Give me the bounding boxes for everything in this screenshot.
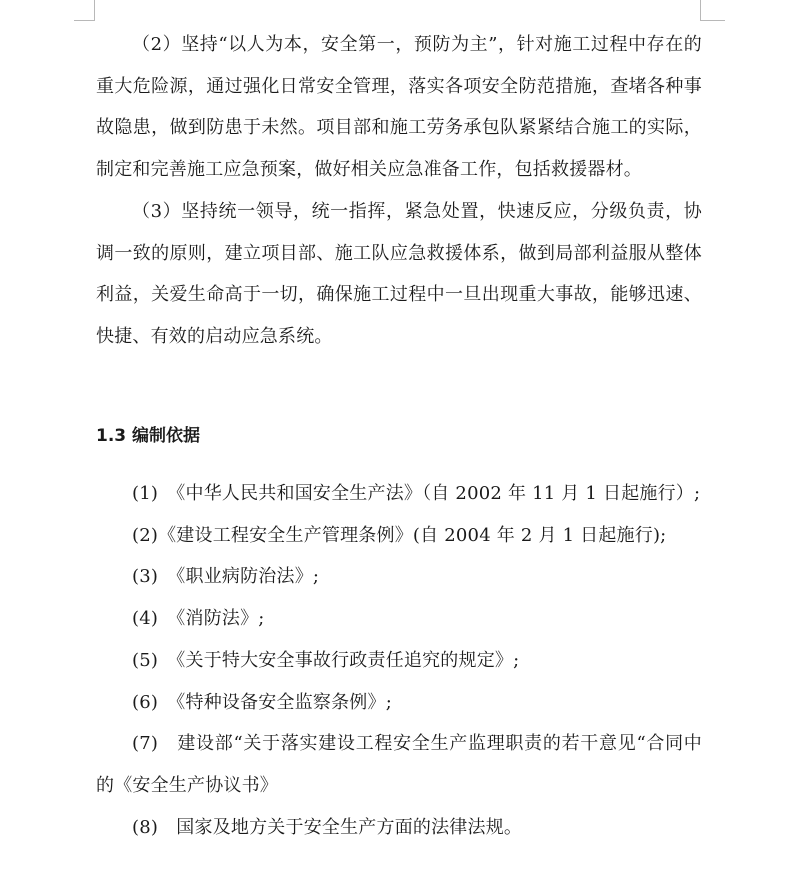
list-item: (4) 《消防法》; <box>132 608 265 630</box>
section-heading: 1.3 编制依据 <box>96 426 201 446</box>
list-item: (7) 建设部“关于落实建设工程安全生产监理职责的若干意见“合同中的《安全生产协议书》 <box>96 733 702 796</box>
list-item: (5) 《关于特大安全事故行政责任追究的规定》; <box>132 649 520 671</box>
list-item: (3) 《职业病防治法》; <box>132 566 320 588</box>
crop-mark-top-left <box>74 0 95 21</box>
list-item: (6) 《特种设备安全监察条例》; <box>132 691 392 713</box>
paragraph-principle-3: （3）坚持统一领导，统一指挥，紧急处置，快速反应，分级负责，协调一致的原则，建立项目部、施工队应急救援体系，做到局部利益服从整体利益，关爱生命高于一切，确保施工过程中一旦出现重大事故，能够迅速、快捷、有效的启动应急系统。 <box>96 200 702 347</box>
basis-list <box>96 473 702 848</box>
paragraph-principle-2: （2）坚持“以人为本，安全第一，预防为主”，针对施工过程中存在的重大危险源，通过强化日常安全管理，落实各项安全防范措施，查堵各种事故隐患，做到防患于未然。项目部和施工劳务承包队紧紧结合施工的实际，制定和完善施工应急预案，做好相关应急准备工作，包括救援器材。 <box>96 34 702 181</box>
crop-mark-top-right <box>700 0 725 21</box>
list-item: (1) 《中华人民共和国安全生产法》（自 2002 年 11 月 1 日起施行）; <box>132 483 701 504</box>
list-item: (2)《建设工程安全生产管理条例》(自 2004 年 2 月 1 日起施行); <box>132 524 667 546</box>
list-item: (8) 国家及地方关于安全生产方面的法律法规。 <box>132 816 523 838</box>
document-page <box>96 24 702 838</box>
